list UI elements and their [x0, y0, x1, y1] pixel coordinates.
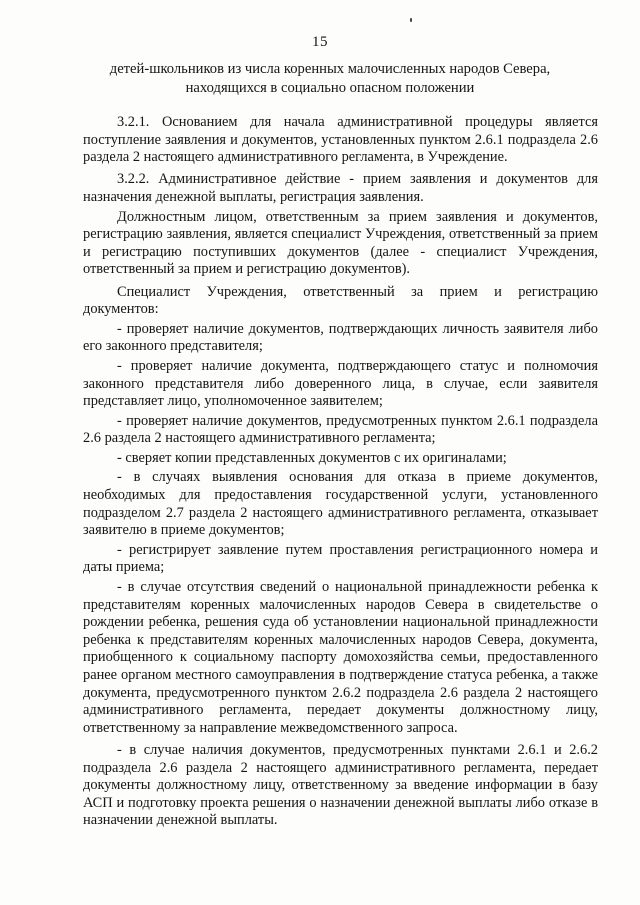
heading-line: находящихся в социально опасном положении	[185, 80, 475, 96]
heading-line: детей-школьников из числа коренных малочисленных народов Севера,	[109, 61, 551, 77]
list-item: - проверяет наличие документов, предусмотренных пунктом 2.6.1 подраздела 2.6 раздела 2 настоящего административного регламента;	[83, 412, 598, 447]
list-item: - в случаях выявления основания для отказа в приеме документов, необходимых для предоставления государственной услуги, установленного подразделом 2.7 раздела 2 настоящего административного регламента, отказывает заявителю в приеме документов;	[83, 469, 598, 539]
paragraph-3-2-1: 3.2.1. Основанием для начала административной процедуры является поступление заявления и документов, установленных пунктом 2.6.1 подраздела 2.6 раздела 2 настоящего административного регламента, в Учреждение.	[83, 114, 598, 166]
list-item: - регистрирует заявление путем проставления регистрационного номера и даты приема;	[83, 541, 598, 576]
list-item: - сверяет копии представленных документов с их оригиналами;	[117, 449, 507, 466]
list-item: - в случае отсутствия сведений о национальной принадлежности ребенка к представителям коренных малочисленных народов Севера в свидетельстве о рождении ребенка, решения суда об установлении национальной принадлежности ребенка к представителям коренных малочисленных народов Севера, документа, приобщенного к социальному паспорту домохозяйства семьи, предоставленного ранее органом местного самоуправления в подтверждение статуса ребенка, а также документа, предусмотренного пунктом 2.6.2 подраздела 2.6 раздела 2 настоящего административного регламента, передает документы должностному лицу, ответственному за направление межведомственного запроса.	[83, 579, 598, 736]
paragraph-3-2-2: 3.2.2. Административное действие - прием заявления и документов для назначения денежной выплаты, регистрация заявления.	[83, 171, 598, 205]
page-number: 15	[312, 34, 328, 50]
paragraph-specialist-duties: Специалист Учреждения, ответственный за прием и регистрацию документов:	[83, 283, 598, 318]
list-item: - проверяет наличие документов, подтверждающих личность заявителя либо его законного представителя;	[83, 320, 598, 355]
list-item: - в случае наличия документов, предусмотренных пунктами 2.6.1 и 2.6.2 подраздела 2.6 раздела 2 настоящего административного регламента, передает документы должностному лицу, ответственному за введение информации в базу АСП и подготовку проекта решения о назначении денежной выплаты либо отказе в назначении денежной выплаты.	[83, 741, 598, 829]
paragraph-responsible-person: Должностным лицом, ответственным за прием заявления и документов, регистрацию заявления, является специалист Учреждения, ответственный за прием и регистрацию поступивших документов (далее - специалист Учреждения, ответственный за прием и регистрацию документов).	[83, 208, 598, 278]
list-item: - проверяет наличие документа, подтверждающего статус и полномочия законного представителя либо доверенного лица, в случае, если заявителя представляет лицо, уполномоченное заявителем;	[83, 357, 598, 410]
section-heading	[60, 60, 600, 98]
scan-speck	[410, 18, 412, 22]
document-body	[83, 114, 598, 835]
